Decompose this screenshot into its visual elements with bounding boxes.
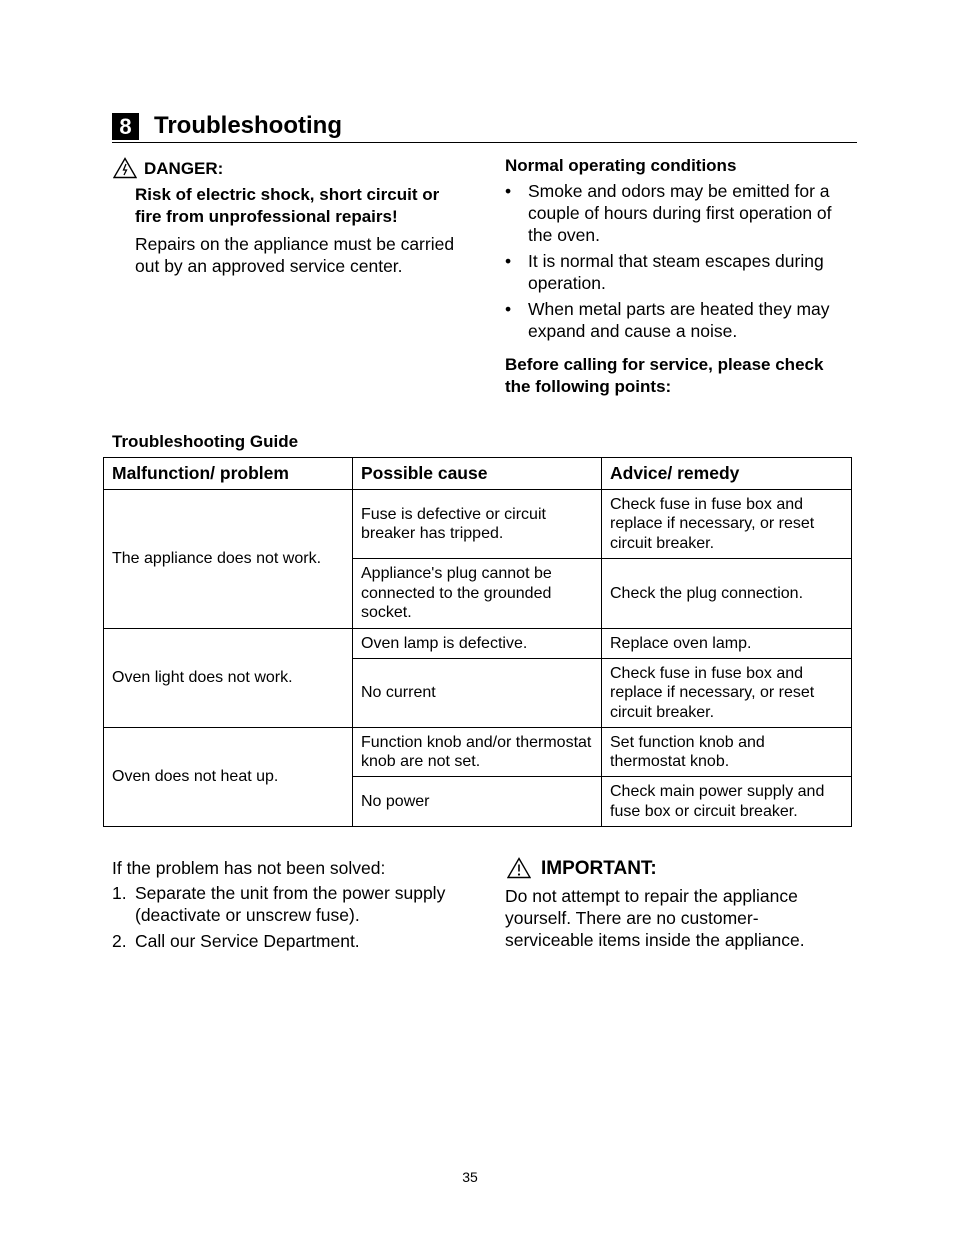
bullet: • [505, 299, 512, 319]
header-remedy: Advice/ remedy [602, 458, 852, 490]
table-header-row [104, 458, 852, 490]
list-item [505, 180, 850, 246]
cause-cell: Oven lamp is defective. [353, 629, 602, 659]
normal-conditions-list [505, 180, 850, 346]
page-number: 35 [462, 1169, 478, 1185]
electric-hazard-icon [113, 157, 137, 179]
list-item-text: Smoke and odors may be emitted for a couple of hours during first operation of the oven. [528, 181, 832, 245]
header-cause: Possible cause [353, 458, 602, 490]
cause-cell: No power [353, 777, 602, 827]
important-body-text: Do not attempt to repair the appliance yourself. There are no customer-serviceable items inside the appliance. [505, 886, 805, 950]
remedy-cell: Check fuse in fuse box and replace if necessary, or reset circuit breaker. [602, 490, 852, 559]
page-title: Troubleshooting [154, 112, 342, 139]
step-text: Separate the unit from the power supply (deactivate or unscrew fuse). [135, 883, 446, 925]
remedy-cell: Check the plug connection. [602, 559, 852, 629]
danger-label: DANGER: [144, 159, 224, 178]
before-calling-text: Before calling for service, please check the following points: [505, 355, 824, 396]
danger-body-text: Repairs on the appliance must be carried out by an approved service center. [135, 234, 455, 276]
cause-cell: Fuse is defective or circuit breaker has tripped. [353, 490, 602, 559]
problem-cell: The appliance does not work. [104, 490, 353, 629]
table-row [104, 629, 852, 659]
table-row [104, 490, 852, 559]
important-label: IMPORTANT: [541, 858, 657, 879]
remedy-cell: Check main power supply and fuse box or circuit breaker. [602, 777, 852, 827]
title-divider [112, 142, 857, 143]
step-number: 2. [112, 931, 127, 951]
table-row [104, 728, 852, 777]
not-solved-title: If the problem has not been solved: [112, 858, 386, 878]
guide-title: Troubleshooting Guide [112, 432, 299, 451]
remedy-cell: Set function knob and thermostat knob. [602, 728, 852, 777]
section-number-badge: 8 [112, 113, 139, 140]
warning-triangle-icon [507, 857, 531, 879]
header-malfunction: Malfunction/ problem [104, 458, 353, 490]
bullet: • [505, 181, 512, 201]
cause-cell: Appliance's plug cannot be connected to the grounded socket. [353, 559, 602, 629]
problem-cell: Oven does not heat up. [104, 728, 353, 827]
list-item-text: When metal parts are heated they may expand and cause a noise. [528, 299, 830, 341]
remedy-cell: Check fuse in fuse box and replace if necessary, or reset circuit breaker. [602, 659, 852, 728]
bullet: • [505, 251, 512, 271]
cause-cell: Function knob and/or thermostat knob are not set. [353, 728, 602, 777]
cause-cell: No current [353, 659, 602, 728]
problem-cell: Oven light does not work. [104, 629, 353, 728]
list-item [505, 250, 850, 294]
danger-risk-text: Risk of electric shock, short circuit or fire from unprofessional repairs! [135, 185, 440, 226]
remedy-cell: Replace oven lamp. [602, 629, 852, 659]
step-text: Call our Service Department. [135, 931, 360, 951]
list-item [505, 298, 850, 342]
normal-conditions-title: Normal operating conditions [505, 156, 737, 175]
list-item [112, 930, 457, 952]
list-item [112, 882, 457, 926]
step-number: 1. [112, 883, 127, 903]
list-item-text: It is normal that steam escapes during operation. [528, 251, 824, 293]
not-solved-steps [112, 882, 457, 956]
troubleshooting-table [103, 457, 852, 827]
